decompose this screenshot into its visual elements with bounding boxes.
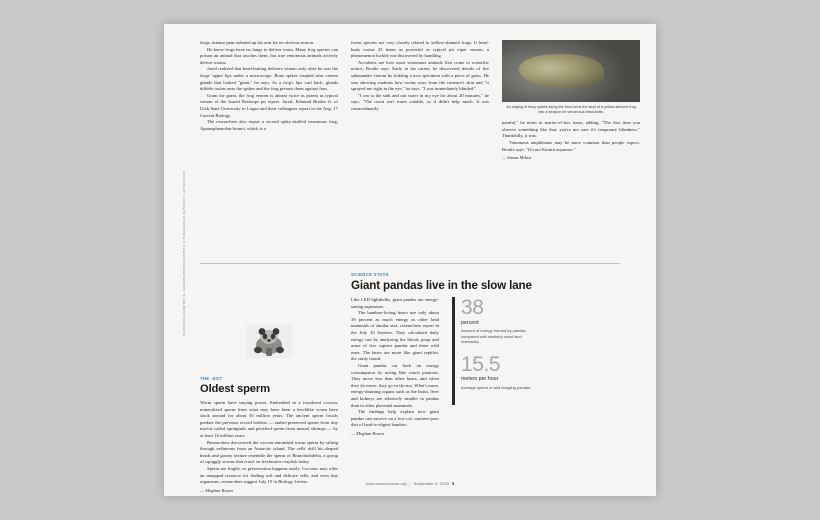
frog-column-2-text <box>351 40 489 113</box>
issue-date: September 5, 2015 <box>413 481 450 486</box>
paragraph: Accidents are how most venomous animals first come to scientific notice, Brodie says. Early in his career, he discovered details of fire salamander venom by tickling a new specimen with a piece of grass. He was showing students how toxins ooze from the creature's skin and "it sprayed me right in the eye," he says. "I was immediately blinded." <box>351 59 489 92</box>
paragraph: Like LED lightbulbs, giant pandas are energy-saving superstars. <box>351 297 439 309</box>
paragraph: The findings help explain how giant pandas can survive on a low-cal, nutrient-poor diet of hard-to-digest bamboo. <box>351 409 439 428</box>
pandas-story-section <box>351 272 622 484</box>
page-footer <box>164 481 656 486</box>
pandas-story-kicker: SCIENCE STATS <box>351 272 389 277</box>
frog-photo-caption: An edging of bony spikes along the front turns the skull of a yellow-skinned frog into a weapon for venomous head-butts. <box>506 105 636 115</box>
pandas-story-flow <box>351 297 622 437</box>
pandas-story-byline: — Meghan Rosen <box>351 430 384 436</box>
stat-number: 38 <box>461 296 484 319</box>
stat-unit: percent <box>461 319 479 326</box>
stats-rule <box>452 297 455 405</box>
paragraph: forest species not very closely related to yellow-skinned frogs. It head-butts toxins 25 times as powerful as typical pit viper venom, a phenomenon luckily not discovered by handling. <box>351 40 489 59</box>
section-divider <box>200 263 620 264</box>
frog-story-columns <box>200 40 640 162</box>
frog-story-section <box>164 24 656 264</box>
panda-icon <box>246 324 292 358</box>
pandas-body-column <box>351 297 439 437</box>
frog-column-2 <box>351 40 489 162</box>
page-number: 5 <box>452 481 455 486</box>
paragraph: "I ran to the sink and ran water in my eye for about 20 minutes," he says. "The toxin isn't water soluble, so it didn't help much. It was extraordinarily <box>351 92 489 111</box>
frog-column-3 <box>502 40 640 162</box>
photo-credit: CLOCKWISE FROM TOP: C. JARED/BUTANTAN INSTITUTE; S. BOMFLEUR ET AL/BIOLOGY LETTERS 2015 <box>182 170 186 336</box>
stat-description: Amount of energy burned by pandas compared with similarly sized land mammals. <box>461 328 526 345</box>
stat-number: 15.5 <box>461 352 501 376</box>
frog-story-byline: — Susan Milius <box>502 155 532 161</box>
pandas-stats-rail <box>452 297 539 437</box>
stat-block-speed <box>461 354 539 391</box>
bottom-columns <box>182 170 628 493</box>
frog-photo-block <box>502 40 640 115</box>
paragraph: frogs, intense pain radiated up his arm for no obvious reason. <box>200 40 315 45</box>
frog-skull-photo <box>502 40 640 102</box>
panda-illustration <box>246 324 292 358</box>
paragraph: Gram for gram, the frog venom is almost twice as potent as typical venom of the feared Bothrops pit vipers. Jared, Edmund Brodie Jr. of Utah State University in Logan and their colleagues report in the Aug. 17 Current Biology. <box>200 92 338 118</box>
paragraph: painful," he notes in matter-of-fact tones, adding, "The first time you observe something like that, you're not sure it's temporary blindness." Thankfully, it was. <box>502 120 640 139</box>
paragraph: The bamboo-loving bears use only about 38 percent as much energy as other land mammals of similar size, researchers report in the July 10 Science. They calculated daily energy use by analyzing the blood, poop and urine of five captive pandas and three wild ones. The bears are more like giant reptiles, the study found. <box>351 310 439 362</box>
paragraph: Giant pandas cut back on energy consumption by acting like couch potatoes. They move less than other bears, and when they do move, they go in slo-mo. What's more, energy-draining organs such as the brain, liver and kidneys are relatively smaller in pandas than in other placental mammals. <box>351 362 439 408</box>
stat-unit: meters per hour <box>461 376 499 383</box>
pandas-body-text <box>351 297 439 437</box>
sperm-story-kicker: THE -EST <box>200 376 223 381</box>
sperm-story-section <box>182 170 338 493</box>
paragraph: Sperm are fragile, so preservation happens rarely. Cocoons may offer an untapped resource for finding soft and delicate cells, and even tiny organisms, researchers suggest July 15 in Biology Letters. <box>200 465 338 485</box>
pandas-story-headline: Giant pandas live in the slow lane <box>351 279 532 292</box>
paragraph: Researchers discovered the cocoon-entombed worm sperm by sifting through sediments from an Antarctic island. The cells' drill bit–shaped heads and grainy texture resemble the sperm of Branchiobdella, a group of squiggly worms that crawl on freshwater crayfish today. <box>200 439 338 465</box>
footer-separator: | <box>409 481 411 486</box>
frog-column-1 <box>200 40 338 162</box>
stat-block-energy <box>461 297 539 345</box>
frog-column-1-text <box>200 40 338 132</box>
paragraph: Jared realized that head-butting delivers venom only after he saw the frogs' upper lips under a microscope. Bone spikes erupted near venom glands that looked "giant," he says. As a frog's lips curl back, glands dribble toxins onto the spikes and the frog presses them against foes. <box>200 66 338 92</box>
frog-column-3-text <box>502 120 640 162</box>
stat-description: Average speed of wild foraging pandas. <box>461 384 532 390</box>
bottom-section <box>164 170 656 496</box>
sperm-story-headline: Oldest sperm <box>200 383 270 395</box>
publication-url: www.sciencenews.org <box>365 481 407 486</box>
paragraph: Venomous amphibians may be more common than people expect, Brodie says. "It's not Kermit anymore." <box>502 139 640 152</box>
paragraph: The researchers also report a second spiky-skulled venomous frog, Aparasphenodon brunoi, which is a <box>200 119 338 131</box>
magazine-page <box>164 24 656 496</box>
paragraph: Worm sperm have staying power. Embedded in a fossilized cocoon, mineralized sperm from what may have been a leechlike worm have stuck around for about 50 million years. The ancient sperm fossils predate the previous record holders — amber-preserved sperm from tiny insects called springtails and petrified sperm from mussel shrimps — by at least 10 million years. <box>200 400 338 438</box>
paragraph: He knew frogs have no fangs to deliver toxin. Many frog species can poison an animal that touches them, but true venomous animals actively deliver toxins. <box>200 46 338 65</box>
sperm-story-byline: — Meghan Rosen <box>200 487 233 493</box>
